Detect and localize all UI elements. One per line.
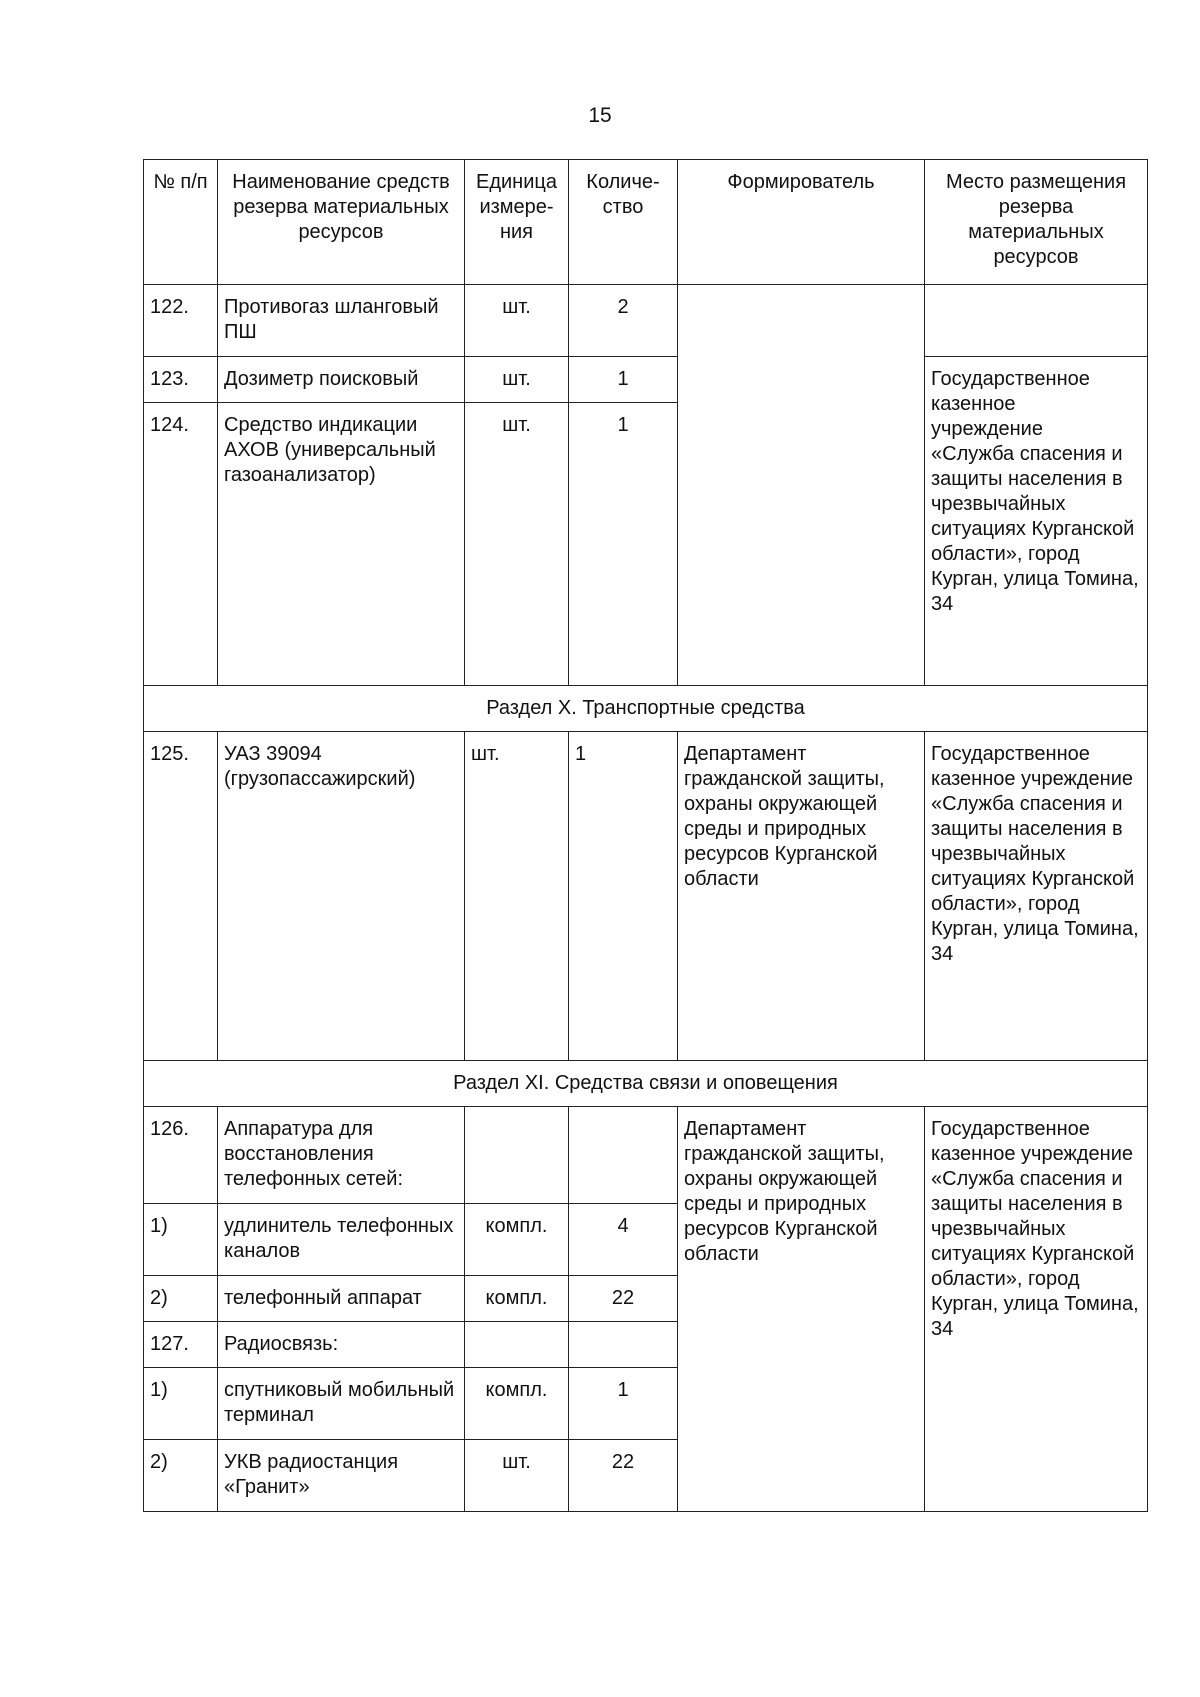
resources-table (143, 159, 1148, 1512)
row-former: Департамент гражданской защиты, охраны окружающей среды и природных ресурсов Курганской области (678, 732, 925, 1061)
header-location: Место размещения резерва материальных ресурсов (925, 160, 1148, 285)
section-row (144, 686, 1148, 732)
row-name: Противогаз шланговый ПШ (218, 285, 465, 357)
row-unit: компл. (465, 1368, 569, 1440)
row-name: телефонный аппарат (218, 1276, 465, 1322)
row-qty: 4 (569, 1204, 678, 1276)
header-former: Формирователь (678, 160, 925, 285)
header-unit: Единица измере- ния (465, 160, 569, 285)
section-title: Раздел XI. Средства связи и оповещения (144, 1061, 1148, 1107)
row-unit: шт. (465, 403, 569, 686)
row-former-empty (678, 285, 925, 686)
row-unit: шт. (465, 357, 569, 403)
row-unit: шт. (465, 732, 569, 1061)
row-name: удлинитель телефонных каналов (218, 1204, 465, 1276)
row-unit: компл. (465, 1276, 569, 1322)
row-num: 123. (144, 357, 218, 403)
row-num: 127. (144, 1322, 218, 1368)
row-num: 124. (144, 403, 218, 686)
row-qty-empty (569, 1107, 678, 1204)
row-unit: компл. (465, 1204, 569, 1276)
row-num: 1) (144, 1204, 218, 1276)
header-qty: Количе- ство (569, 160, 678, 285)
section-row (144, 1061, 1148, 1107)
row-num: 2) (144, 1276, 218, 1322)
row-name: спутниковый мобильный терминал (218, 1368, 465, 1440)
row-unit-empty (465, 1322, 569, 1368)
row-name: Радиосвязь: (218, 1322, 465, 1368)
row-name: Дозиметр поисковый (218, 357, 465, 403)
table-row (144, 285, 1148, 357)
row-qty: 1 (569, 1368, 678, 1440)
row-num: 2) (144, 1440, 218, 1512)
row-qty-empty (569, 1322, 678, 1368)
row-location: Государственное казенное учреждение «Служба спасения и защиты населения в чрезвычайных ситуациях Курганской области», город Курган, улица Томина, 34 (925, 732, 1148, 1061)
row-num: 122. (144, 285, 218, 357)
row-location: Государственное казенное учреждение «Служба спасения и защиты населения в чрезвычайных ситуациях Курганской области», город Курган, улица Томина, 34 (925, 357, 1148, 686)
table-row (144, 732, 1148, 1061)
row-name: Аппаратура для восстановления телефонных сетей: (218, 1107, 465, 1204)
row-qty: 1 (569, 357, 678, 403)
table-row (144, 1107, 1148, 1204)
row-location-empty (925, 285, 1148, 357)
table-row (144, 357, 1148, 403)
row-qty: 2 (569, 285, 678, 357)
row-num: 126. (144, 1107, 218, 1204)
header-num: № п/п (144, 160, 218, 285)
table-header-row (144, 160, 1148, 285)
row-qty: 22 (569, 1440, 678, 1512)
row-unit-empty (465, 1107, 569, 1204)
row-name: Средство индикации АХОВ (универсальный газоанализатор) (218, 403, 465, 686)
row-num: 1) (144, 1368, 218, 1440)
row-unit: шт. (465, 1440, 569, 1512)
section-title: Раздел X. Транспортные средства (144, 686, 1148, 732)
row-name: УКВ радиостанция «Гранит» (218, 1440, 465, 1512)
header-name: Наименование средств резерва материальных ресурсов (218, 160, 465, 285)
group-location: Государственное казенное учреждение «Служба спасения и защиты населения в чрезвычайных ситуациях Курганской области», город Курган, улица Томина, 34 (925, 1107, 1148, 1512)
row-unit: шт. (465, 285, 569, 357)
row-qty: 1 (569, 403, 678, 686)
group-former: Департамент гражданской защиты, охраны окружающей среды и природных ресурсов Курганской области (678, 1107, 925, 1512)
page-number: 15 (588, 104, 612, 127)
row-qty: 22 (569, 1276, 678, 1322)
row-qty: 1 (569, 732, 678, 1061)
row-name: УАЗ 39094 (грузопассажирский) (218, 732, 465, 1061)
row-num: 125. (144, 732, 218, 1061)
